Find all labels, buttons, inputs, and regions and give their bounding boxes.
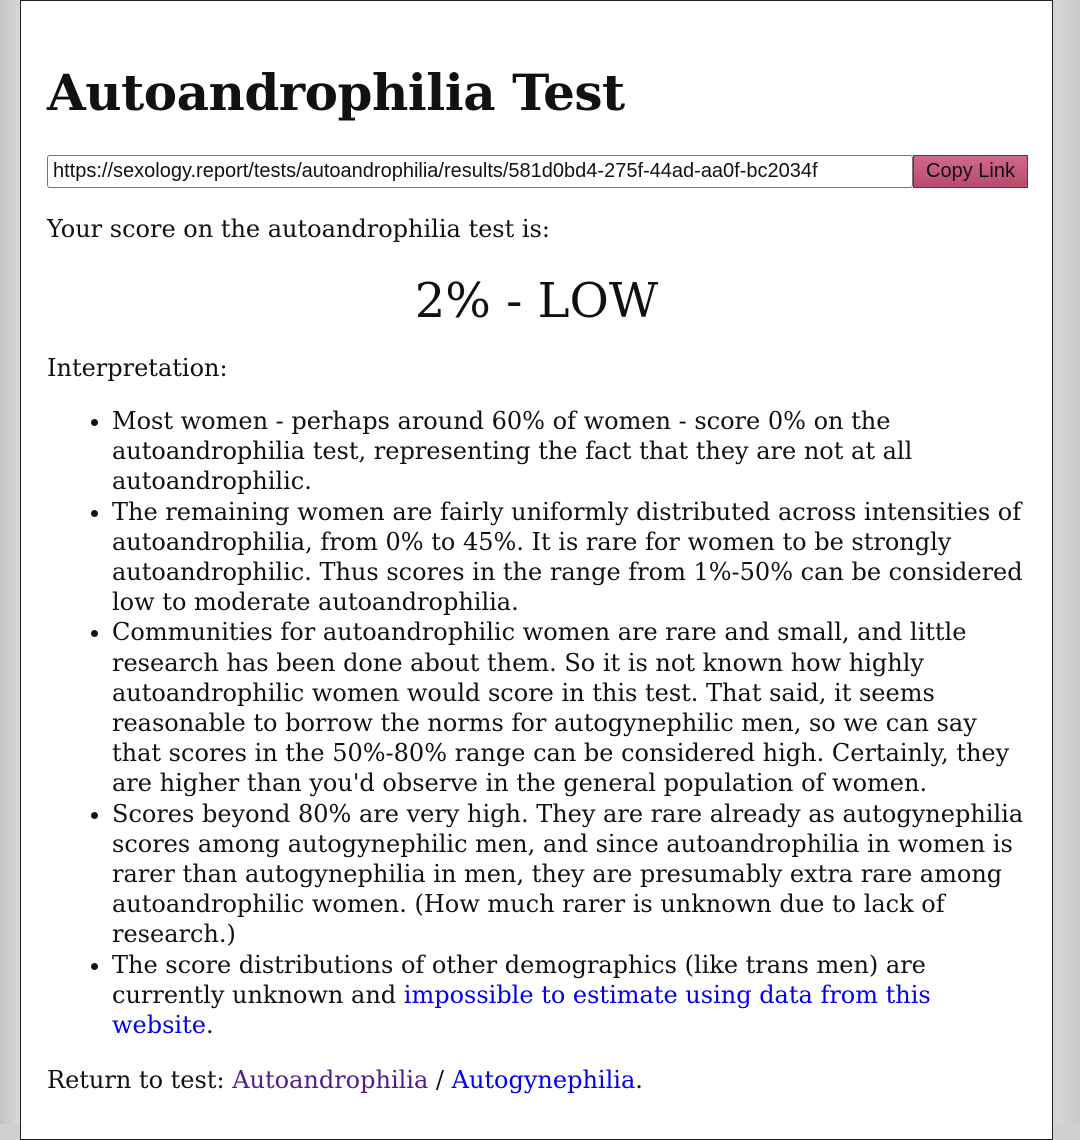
return-to-test: [47, 1065, 1026, 1095]
list-item-text: The score distributions of other demographics (like trans men) are currently unknown and: [112, 950, 926, 1009]
autogynephilia-test-link[interactable]: Autogynephilia: [451, 1066, 636, 1095]
list-item: • Communities for autoandrophilic women are rare and small, and little research has been done about them. So it is not known how highly autoandrophilic women would score in this test. That said, it seems reasonable to borrow the norms for autogynephilic men, so we can say that scores in the 50%-80% range can be considered high. Certainly, they are higher than you'd observe in the general population of women.: [112, 617, 1026, 798]
list-item: • Scores beyond 80% are very high. They are rare already as autogynephilia scores among autogynephilic men, and since autoandrophilia in women is rarer than autogynephilia in men, they are presumably extra rare among autoandrophilic women. (How much rarer is unknown due to lack of research.): [112, 799, 1026, 950]
left-margin: [0, 0, 20, 1124]
share-link-row: [47, 155, 1026, 188]
list-item-text: .: [205, 1011, 214, 1040]
results-url-input[interactable]: [47, 155, 913, 188]
interpretation-list: [47, 406, 1026, 1040]
list-item: [112, 950, 1026, 1041]
return-suffix: .: [635, 1066, 643, 1095]
score-result: 2% - LOW: [414, 273, 659, 329]
return-prefix: Return to test:: [47, 1066, 233, 1095]
estimate-impossible-link[interactable]: impossible to estimate using data from this website: [112, 980, 931, 1040]
scrollbar-track[interactable]: [1055, 0, 1080, 1124]
list-item: • The remaining women are fairly uniformly distributed across intensities of autoandrophilia, from 0% to 45%. It is rare for women to be strongly autoandrophilic. Thus scores in the range from 1%-50% can be considered low to moderate autoandrophilia.: [112, 497, 1026, 618]
link-separator: /: [428, 1066, 452, 1095]
copy-link-button[interactable]: Copy Link: [913, 155, 1028, 188]
page-title: Autoandrophilia Test: [47, 63, 625, 122]
list-item: • Most women - perhaps around 60% of women - score 0% on the autoandrophilia test, representing the fact that they are not at all autoandrophilic.: [112, 406, 1026, 497]
autoandrophilia-test-link[interactable]: Autoandrophilia: [232, 1066, 429, 1095]
page-container: [20, 0, 1053, 1140]
score-intro: Your score on the autoandrophilia test is:: [47, 215, 550, 243]
interpretation-label: Interpretation:: [47, 354, 228, 382]
